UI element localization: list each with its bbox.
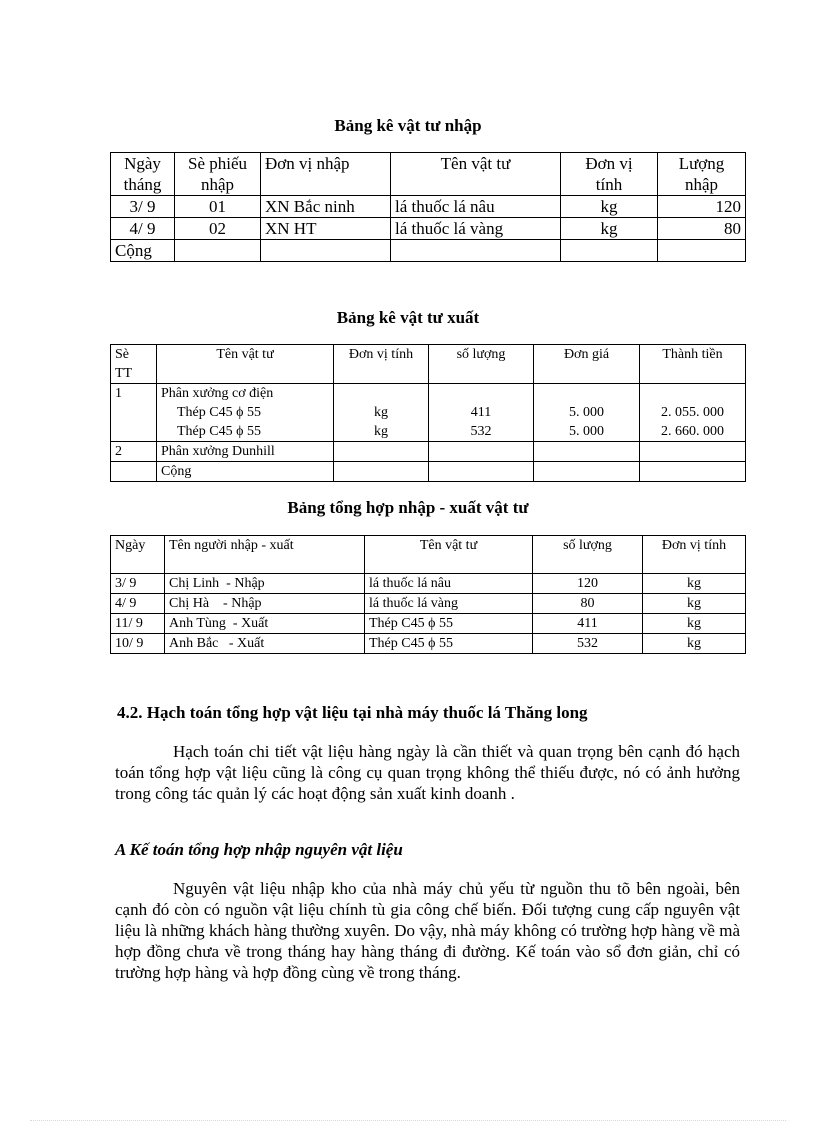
cell-supplier: XN HT [261,218,391,240]
table3-title: Bảng tổng hợp nhập - xuất vật tư [287,498,529,517]
cell-stt: 1 [111,384,157,442]
table-header-row [111,536,746,574]
header-quantity: Lượng nhập [658,153,746,196]
item-name: Thép C45 ϕ 55 [177,424,261,439]
cell-receipt-no: 02 [175,218,261,240]
header-quantity: số lượng [429,345,534,384]
table-row [111,218,746,240]
paragraph: Hạch toán chi tiết vật liệu hàng ngày là cần thiết và quan trọng bên cạnh đó hạch toán tổng hợp vật liệu cũng là công cụ quan trọng không thể thiếu được, nó có ảnh hưởng trong công tác quản lý các hoạt động sản xuất kinh doanh . [115,742,740,803]
table1-title: Bảng kê vật tư nhập [334,116,482,135]
cell-total-label: Cộng [157,462,334,482]
summary-table [110,535,746,654]
section-heading: 4.2. Hạch toán tổng hợp vật liệu tại nhà máy thuốc lá Thăng long [117,703,588,722]
header-stt: Sè TT [111,345,157,384]
table-total-row [111,462,746,482]
page-bottom-divider [30,1120,786,1121]
header-receipt-no: Sè phiếu nhập [175,153,261,196]
cell-receipt-no: 01 [175,196,261,218]
table-row [111,442,746,462]
cell-material: lá thuốc lá vàng [391,218,561,240]
header-supplier: Đơn vị nhập [261,153,391,196]
cell-quantity: 80 [658,218,746,240]
cell-material: Phân xưởng Dunhill [157,442,334,462]
header-material: Tên vật tư [391,153,561,196]
table-row: 11/ 9 Anh Tùng - Xuất Thép C45 ϕ 55 411 kg [111,614,746,634]
table-row [111,384,746,442]
header-amount: Thành tiền [640,345,746,384]
cell-date: 3/ 9 [111,196,175,218]
paragraph: Nguyên vật liệu nhập kho của nhà máy chủ yếu từ nguồn thu tõ bên ngoài, bên cạnh đó còn có nguồn vật liệu chính tù gia công chế biến. Đối tượng cung cấp nguyên vật liệu là những khách hàng thường xuyên. Do vậy, nhà máy không có trường hợp hàng về mà hợp đồng chưa về trong tháng hay hàng tháng đi đường. Kế toán vào sổ đơn giản, chỉ có trường hợp hàng và hợp đồng cùng về trong tháng. [115,879,740,982]
export-materials-table [110,344,746,482]
table-total-row [111,240,746,262]
import-materials-table [110,152,746,262]
cell-quantity: 411 532 [429,384,534,442]
table-header-row [111,345,746,384]
cell-unit: kg [561,218,658,240]
header-unit-price: Đơn giá [534,345,640,384]
header-date: Ngày tháng [111,153,175,196]
cell-material [157,384,334,442]
table-row [111,196,746,218]
table2-title: Bảng kê vật tư xuất [336,308,480,327]
header-unit: Đơn vị tính [643,536,746,574]
header-unit: Đơn vị tính [561,153,658,196]
subheading: A Kế toán tổng hợp nhập nguyên vật liệu [115,840,403,859]
cell-unit: kg kg [334,384,429,442]
cell-date: 4/ 9 [111,218,175,240]
cell-total-label: Cộng [111,240,175,262]
cell-quantity: 120 [658,196,746,218]
table-row: 4/ 9 Chị Hà - Nhập lá thuốc lá vàng 80 kg [111,594,746,614]
table-row: 3/ 9 Chị Linh - Nhập lá thuốc lá nâu 120 kg [111,574,746,594]
cell-supplier: XN Bắc ninh [261,196,391,218]
item-name: Thép C45 ϕ 55 [177,405,261,420]
cell-material: lá thuốc lá nâu [391,196,561,218]
table-header-row [111,153,746,196]
header-unit: Đơn vị tính [334,345,429,384]
header-material: Tên vật tư [157,345,334,384]
cell-unit: kg [561,196,658,218]
workshop-name: Phân xưởng cơ điện [161,386,274,401]
cell-stt: 2 [111,442,157,462]
table-row: 10/ 9 Anh Bắc - Xuất Thép C45 ϕ 55 532 kg [111,634,746,654]
header-material: Tên vật tư [365,536,533,574]
cell-amount: 2. 055. 000 2. 660. 000 [640,384,746,442]
cell-unit-price: 5. 000 5. 000 [534,384,640,442]
header-date: Ngày [111,536,165,574]
header-quantity: số lượng [533,536,643,574]
header-person: Tên người nhập - xuất [165,536,365,574]
